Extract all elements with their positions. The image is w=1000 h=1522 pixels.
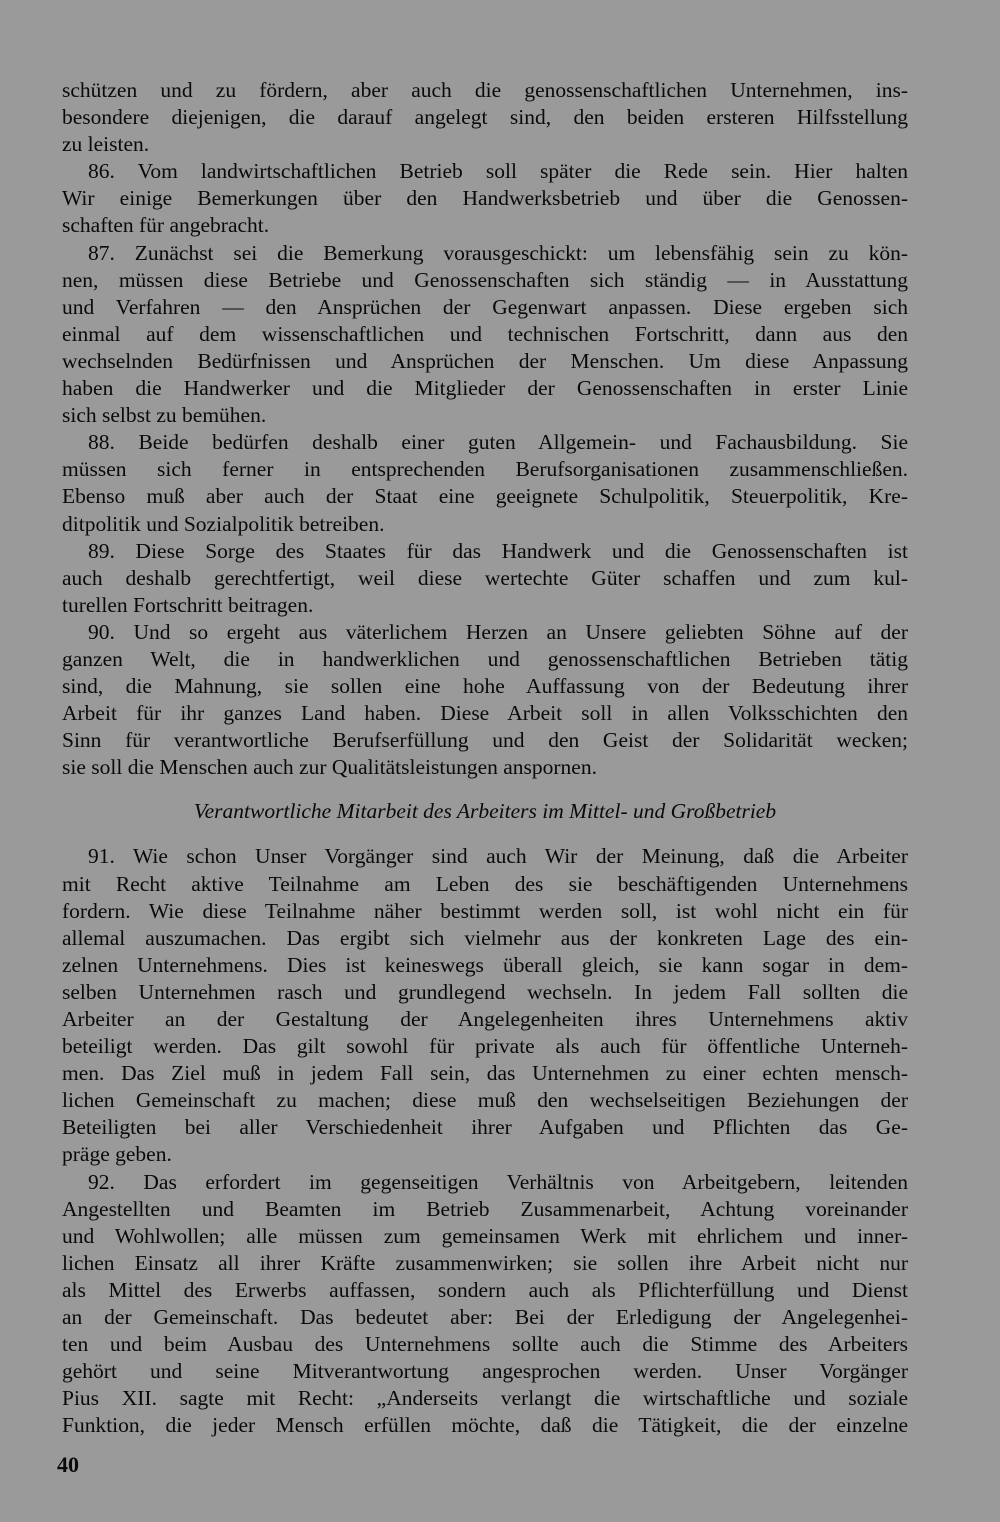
text-line: ditpolitik und Sozialpolitik betreiben.	[62, 511, 385, 536]
text-line: präge geben.	[62, 1142, 172, 1167]
text-line: ganzen Welt, die in handwerklichen und genossenschaftlichen Betrieben tätig	[62, 646, 908, 671]
text-line: wechselnden Bedürfnissen und Ansprüchen der Menschen. Um diese Anpassung	[62, 348, 908, 373]
text-line: 86. Vom landwirtschaftlichen Betrieb soll später die Rede sein. Hier halten	[88, 159, 908, 184]
text-line: als Mittel des Erwerbs auffassen, sondern auch als Pflichterfüllung und Dienst	[62, 1277, 908, 1302]
text-line: und Wohlwollen; alle müssen zum gemeinsamen Werk mit ehrlichem und inner-	[62, 1223, 908, 1248]
paragraphs-91-92	[62, 843, 908, 1439]
text-line: schaften für angebracht.	[62, 213, 270, 238]
text-line: einmal auf dem wissenschaftlichen und technischen Fortschritt, dann aus den	[62, 321, 908, 346]
text-line: nen, müssen diese Betriebe und Genossenschaften sich ständig — in Ausstattung	[62, 267, 908, 292]
page-number: 40	[57, 1452, 79, 1477]
text-line: sich selbst zu bemühen.	[62, 403, 267, 428]
text-line: lichen Einsatz all ihrer Kräfte zusammenwirken; sie sollen ihre Arbeit nicht nur	[62, 1250, 908, 1275]
text-line: schützen und zu fördern, aber auch die genossenschaftlichen Unternehmen, ins-	[62, 78, 908, 102]
text-line: Beteiligten bei aller Verschiedenheit ihrer Aufgaben und Pflichten das Ge-	[62, 1115, 908, 1140]
text-line: Arbeiter an der Gestaltung der Angelegenheiten ihres Unternehmens aktiv	[62, 1007, 908, 1031]
text-line: 92. Das erfordert im gegenseitigen Verhältnis von Arbeitgebern, leitenden	[88, 1169, 908, 1194]
text-line: 91. Wie schon Unser Vorgänger sind auch Wir der Meinung, daß die Arbeiter	[88, 844, 908, 869]
text-line: mit Recht aktive Teilnahme am Leben des sie beschäftigenden Unternehmens	[62, 871, 908, 896]
text-line: 88. Beide bedürfen deshalb einer guten Allgemein- und Fachausbildung. Sie	[88, 430, 908, 455]
text-line: sie soll die Menschen auch zur Qualitätsleistungen anspornen.	[62, 755, 597, 780]
text-line: turellen Fortschritt beitragen.	[62, 592, 314, 617]
text-line: selben Unternehmen rasch und grundlegend wechseln. In jedem Fall sollten die	[62, 979, 908, 1004]
text-line: Angestellten und Beamten im Betrieb Zusammenarbeit, Achtung voreinander	[62, 1196, 908, 1221]
section-heading: Verantwortliche Mitarbeit des Arbeiters im Mittel- und Großbetrieb	[193, 799, 777, 824]
text-line: Arbeit für ihr ganzes Land haben. Diese Arbeit soll in allen Volksschichten den	[62, 701, 908, 726]
text-line: auch deshalb gerechtfertigt, weil diese wertechte Güter schaffen und zum kul-	[62, 565, 908, 590]
body-text	[62, 77, 908, 1440]
paragraphs-85-90	[62, 77, 908, 781]
text-line: Ebenso muß aber auch der Staat eine geeignete Schulpolitik, Steuerpolitik, Kre-	[62, 484, 908, 509]
text-line: Funktion, die jeder Mensch erfüllen möchte, daß die Tätigkeit, die der einzelne	[62, 1413, 908, 1438]
text-line: Pius XII. sagte mit Recht: „Anderseits verlangt die wirtschaftliche und soziale	[62, 1386, 908, 1411]
text-line: fordern. Wie diese Teilnahme näher bestimmt werden soll, ist wohl nicht ein für	[62, 898, 908, 923]
text-line: haben die Handwerker und die Mitglieder der Genossenschaften in erster Linie	[62, 376, 908, 401]
text-line: zu leisten.	[62, 132, 150, 157]
text-line: Sinn für verantwortliche Berufserfüllung und den Geist der Solidarität wecken;	[62, 728, 908, 753]
text-line: zelnen Unternehmens. Dies ist keineswegs überall gleich, sie kann sogar in dem-	[62, 952, 908, 977]
text-line: ten und beim Ausbau des Unternehmens sollte auch die Stimme des Arbeiters	[62, 1332, 908, 1357]
text-line: Wir einige Bemerkungen über den Handwerksbetrieb und über die Genossen-	[62, 186, 908, 211]
text-line: 87. Zunächst sei die Bemerkung vorausgeschickt: um lebensfähig sein zu kön-	[88, 240, 908, 265]
text-line: gehört und seine Mitverantwortung angesprochen werden. Unser Vorgänger	[62, 1359, 908, 1384]
text-line: sind, die Mahnung, sie sollen eine hohe Auffassung von der Bedeutung ihrer	[62, 674, 908, 699]
text-line: besondere diejenigen, die darauf angelegt sind, den beiden ersteren Hilfsstellung	[62, 105, 908, 130]
text-line: allemal auszumachen. Das ergibt sich vielmehr aus der konkreten Lage des ein-	[62, 925, 908, 950]
text-line: 89. Diese Sorge des Staates für das Handwerk und die Genossenschaften ist	[88, 538, 908, 563]
text-line: men. Das Ziel muß in jedem Fall sein, das Unternehmen zu einer echten mensch-	[62, 1061, 908, 1086]
text-line: und Verfahren — den Ansprüchen der Gegenwart anpassen. Diese ergeben sich	[62, 294, 908, 319]
text-line: lichen Gemeinschaft zu machen; diese muß den wechselseitigen Beziehungen der	[62, 1088, 908, 1113]
text-line: 90. Und so ergeht aus väterlichem Herzen an Unsere geliebten Söhne auf der	[88, 619, 908, 644]
text-line: an der Gemeinschaft. Das bedeutet aber: Bei der Erledigung der Angelegenhei-	[62, 1305, 908, 1330]
text-line: müssen sich ferner in entsprechenden Berufsorganisationen zusammenschließen.	[62, 457, 908, 482]
text-line: beteiligt werden. Das gilt sowohl für private als auch für öffentliche Unterneh-	[62, 1034, 908, 1059]
